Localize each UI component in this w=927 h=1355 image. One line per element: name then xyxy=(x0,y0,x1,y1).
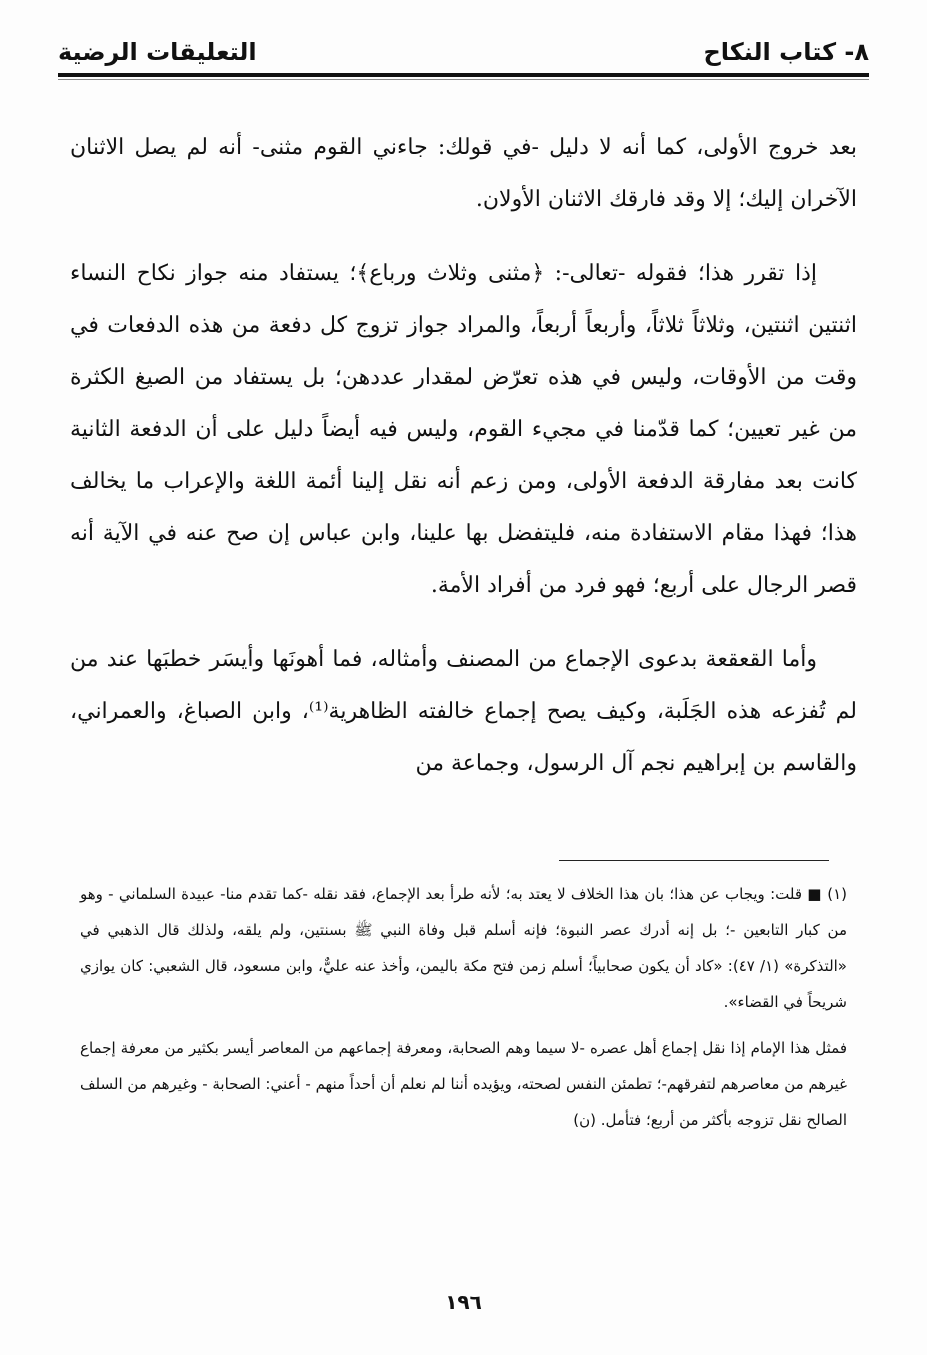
footnotes xyxy=(80,876,847,1148)
paragraph: بعد خروج الأولى، كما أنه لا دليل -في قولك: جاءني القوم مثنى- أنه لم يصل الاثنان الآخران إليك؛ إلا وقد فارقك الاثنان الأولان. xyxy=(70,135,857,212)
running-header xyxy=(58,30,869,74)
paragraph: وأما القعقعة بدعوى الإجماع من المصنف وأمثاله، فما أهونَها وأيسَر خطبَها عند من لم تُفزعه هذه الجَلَبة، وكيف يصح إجماع خالفته الظاهرية⁽¹⁾، وابن الصباغ، والعمراني، والقاسم بن إبراهيم نجم آل الرسول، وجماعة من xyxy=(70,647,858,776)
footnote: فمثل هذا الإمام إذا نقل إجماع أهل عصره -لا سيما وهم الصحابة، ومعرفة إجماعهم من المعاصر أيسر بكثير من معرفة إجماع غيرهم من معاصرهم لتفرقهم-؛ تطمئن النفس لصحته، ويؤيده أننا لم نعلم أن أحداً منهم - أعني: الصحابة - وغيرهم من السلف الصالح نقل تزوجه بأكثر من أربع؛ فتأمل. (ن) xyxy=(80,1039,847,1129)
footnote: (١) ■ قلت: ويجاب عن هذا؛ بان هذا الخلاف لا يعتد به؛ لأنه طرأ بعد الإجماع، فقد نقله -كما تقدم منا- عبيدة السلماني - وهو من كبار التابعين -؛ بل إنه أدرك عصر النبوة؛ فإنه أسلم قبل وفاة النبي ﷺ بسنتين، ولم يلقه، ولذلك قال الذهبي في «التذكرة» (١/ ٤٧): «كاد أن يكون صحابياً؛ أسلم زمن فتح مكة باليمن، وأخذ عنه عليٌّ، وابن مسعود، قال الشعبي: كان يوازي شريحاً في القضاء». xyxy=(80,885,847,1011)
header-rule xyxy=(58,73,869,77)
book-title: التعليقات الرضية xyxy=(58,38,257,66)
chapter-title: ٨- كتاب النكاح xyxy=(703,38,869,66)
header-rule-thin xyxy=(58,79,869,80)
footnote-separator xyxy=(559,860,829,861)
page-number: ١٩٦ xyxy=(445,1290,482,1314)
main-text xyxy=(70,122,857,812)
paragraph: إذا تقرر هذا؛ فقوله -تعالى-: ﴿مثنى وثلاث ورباع﴾؛ يستفاد منه جواز نكاح النساء اثنتين اثنتين، وثلاثاً ثلاثاً، وأربعاً أربعاً، والمراد جواز تزوج كل دفعة من هذه الدفعات في وقت من الأوقات، وليس في هذه تعرّض لمقدار عددهن؛ بل يستفاد من الصيغ الكثرة من غير تعيين؛ كما قدّمنا في مجيء القوم، وليس فيه أيضاً دليل على أن الدفعة الثانية كانت بعد مفارقة الدفعة الأولى، ومن زعم أنه نقل إلينا أئمة اللغة والإعراب ما يخالف هذا؛ فهذا مقام الاستفادة منه، فليتفضل بها علينا، وابن عباس إن صح عنه في الآية أنه قصر الرجال على أربع؛ فهو فرد من أفراد الأمة. xyxy=(70,261,857,598)
